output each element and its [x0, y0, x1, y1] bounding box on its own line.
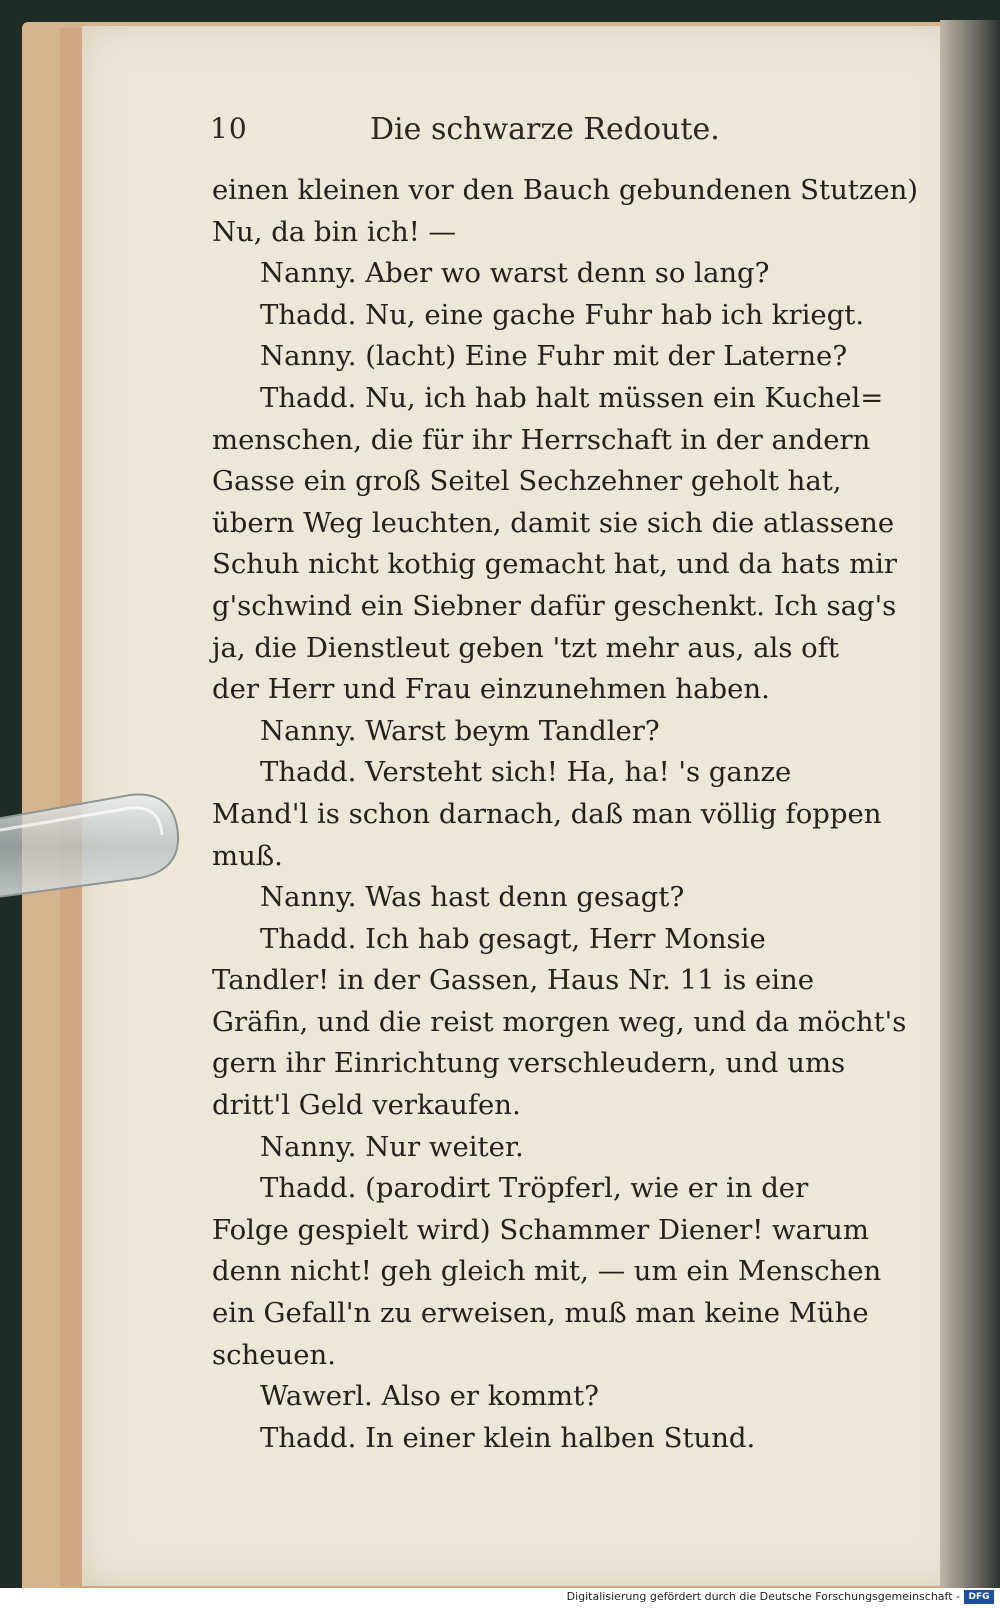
text-line: Nanny. Nur weiter. — [260, 1130, 524, 1163]
text-line: gern ihr Einrichtung verschleudern, und ums — [212, 1047, 846, 1080]
footer-bar — [0, 1588, 1000, 1608]
text-line: menschen, die für ihr Herrschaft in der andern — [212, 423, 871, 456]
text-line: Thadd. Ich hab gesagt, Herr Monsie — [260, 922, 766, 955]
text-line: Gräfin, und die reist morgen weg, und da möcht's — [212, 1005, 907, 1038]
text-line: Nanny. (lacht) Eine Fuhr mit der Laterne? — [260, 340, 848, 373]
text-line: Gasse ein groß Seitel Sechzehner geholt hat, — [212, 465, 842, 498]
dfg-logo: DFG — [964, 1590, 994, 1604]
text-line: Thadd. In einer klein halben Stund. — [260, 1421, 756, 1454]
text-line: Schuh nicht kothig gemacht hat, und da hats mir — [212, 548, 898, 581]
text-line: Mand'l is schon darnach, daß man völlig foppen — [212, 797, 882, 830]
text-line: übern Weg leuchten, damit sie sich die atlassene — [212, 506, 895, 539]
text-line: Thadd. Nu, eine gache Fuhr hab ich kriegt. — [260, 298, 865, 331]
text-line: scheuen. — [212, 1338, 336, 1371]
footer-credit: Digitalisierung gefördert durch die Deutsche Forschungsgemeinschaft - — [566, 1590, 960, 1603]
page-holder-clip — [0, 790, 180, 900]
gutter-shadow — [940, 20, 1000, 1600]
text-line: Tandler! in der Gassen, Haus Nr. 11 is eine — [212, 964, 815, 997]
text-line: ein Gefall'n zu erweisen, muß man keine Mühe — [212, 1297, 869, 1330]
text-line: Nanny. Aber wo warst denn so lang? — [260, 257, 770, 290]
text-line: Nu, da bin ich! — — [212, 215, 457, 248]
text-line: Folge gespielt wird) Schammer Diener! warum — [212, 1213, 869, 1246]
text-line: Nanny. Was hast denn gesagt? — [260, 881, 685, 914]
body-text — [212, 170, 919, 1459]
text-line: denn nicht! geh gleich mit, — um ein Menschen — [212, 1255, 882, 1288]
text-line: g'schwind ein Siebner dafür geschenkt. Ich sag's — [212, 589, 897, 622]
text-line: ja, die Dienstleut geben 'tzt mehr aus, als oft — [212, 631, 839, 664]
text-line: Thadd. Nu, ich hab halt müssen ein Kuchel= — [260, 381, 884, 414]
page-header — [210, 112, 860, 152]
text-line: der Herr und Frau einzunehmen haben. — [212, 673, 770, 706]
running-title: Die schwarze Redoute. — [370, 112, 720, 147]
text-line: Wawerl. Also er kommt? — [260, 1380, 599, 1413]
text-line: Thadd. Versteht sich! Ha, ha! 's ganze — [260, 756, 792, 789]
text-line: Thadd. (parodirt Tröpferl, wie er in der — [260, 1172, 809, 1205]
text-line: einen kleinen vor den Bauch gebundenen Stutzen) — [212, 174, 919, 206]
page-number: 10 — [210, 112, 248, 145]
text-line: Nanny. Warst beym Tandler? — [260, 714, 660, 747]
text-line: muß. — [212, 839, 283, 872]
text-line: dritt'l Geld verkaufen. — [212, 1089, 521, 1122]
